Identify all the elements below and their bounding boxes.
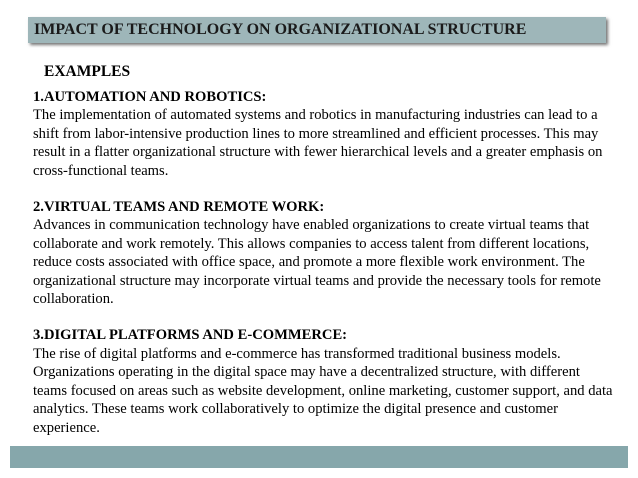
title-bar xyxy=(28,17,606,43)
section-virtual-teams xyxy=(33,198,617,308)
section-heading: 1.AUTOMATION AND ROBOTICS: xyxy=(33,89,267,105)
footer-bar xyxy=(10,446,628,468)
examples-heading: EXAMPLES xyxy=(44,63,131,80)
section-automation xyxy=(33,88,617,180)
section-body: The rise of digital platforms and e-commerce has transformed traditional business models. Organizations operating in the digital space may have a decentralized structure, with different teams focused on areas such as website development, online marketing, customer support, and data analytics. These teams work collaboratively to optimize the digital presence and customer experience. xyxy=(33,345,613,436)
content-area xyxy=(33,88,617,455)
slide-title: IMPACT OF TECHNOLOGY ON ORGANIZATIONAL STRUCTURE xyxy=(34,21,527,38)
section-body: The implementation of automated systems and robotics in manufacturing industries can lead to a shift from labor-intensive production lines to more streamlined and efficient processes. This may result in a flatter organizational structure with fewer hierarchical levels and a greater emphasis on cross-functional teams. xyxy=(33,107,603,179)
section-body: Advances in communication technology have enabled organizations to create virtual teams that collaborate and work remotely. This allows companies to access talent from different locations, reduce costs associated with office space, and promote a more flexible work environment. The organizational structure may incorporate virtual teams and provide the necessary tools for remote collaboration. xyxy=(33,217,601,308)
section-heading: 2.VIRTUAL TEAMS AND REMOTE WORK: xyxy=(33,199,325,216)
section-heading: 3.DIGITAL PLATFORMS AND E-COMMERCE: xyxy=(33,327,348,344)
section-digital-platforms xyxy=(33,326,617,436)
